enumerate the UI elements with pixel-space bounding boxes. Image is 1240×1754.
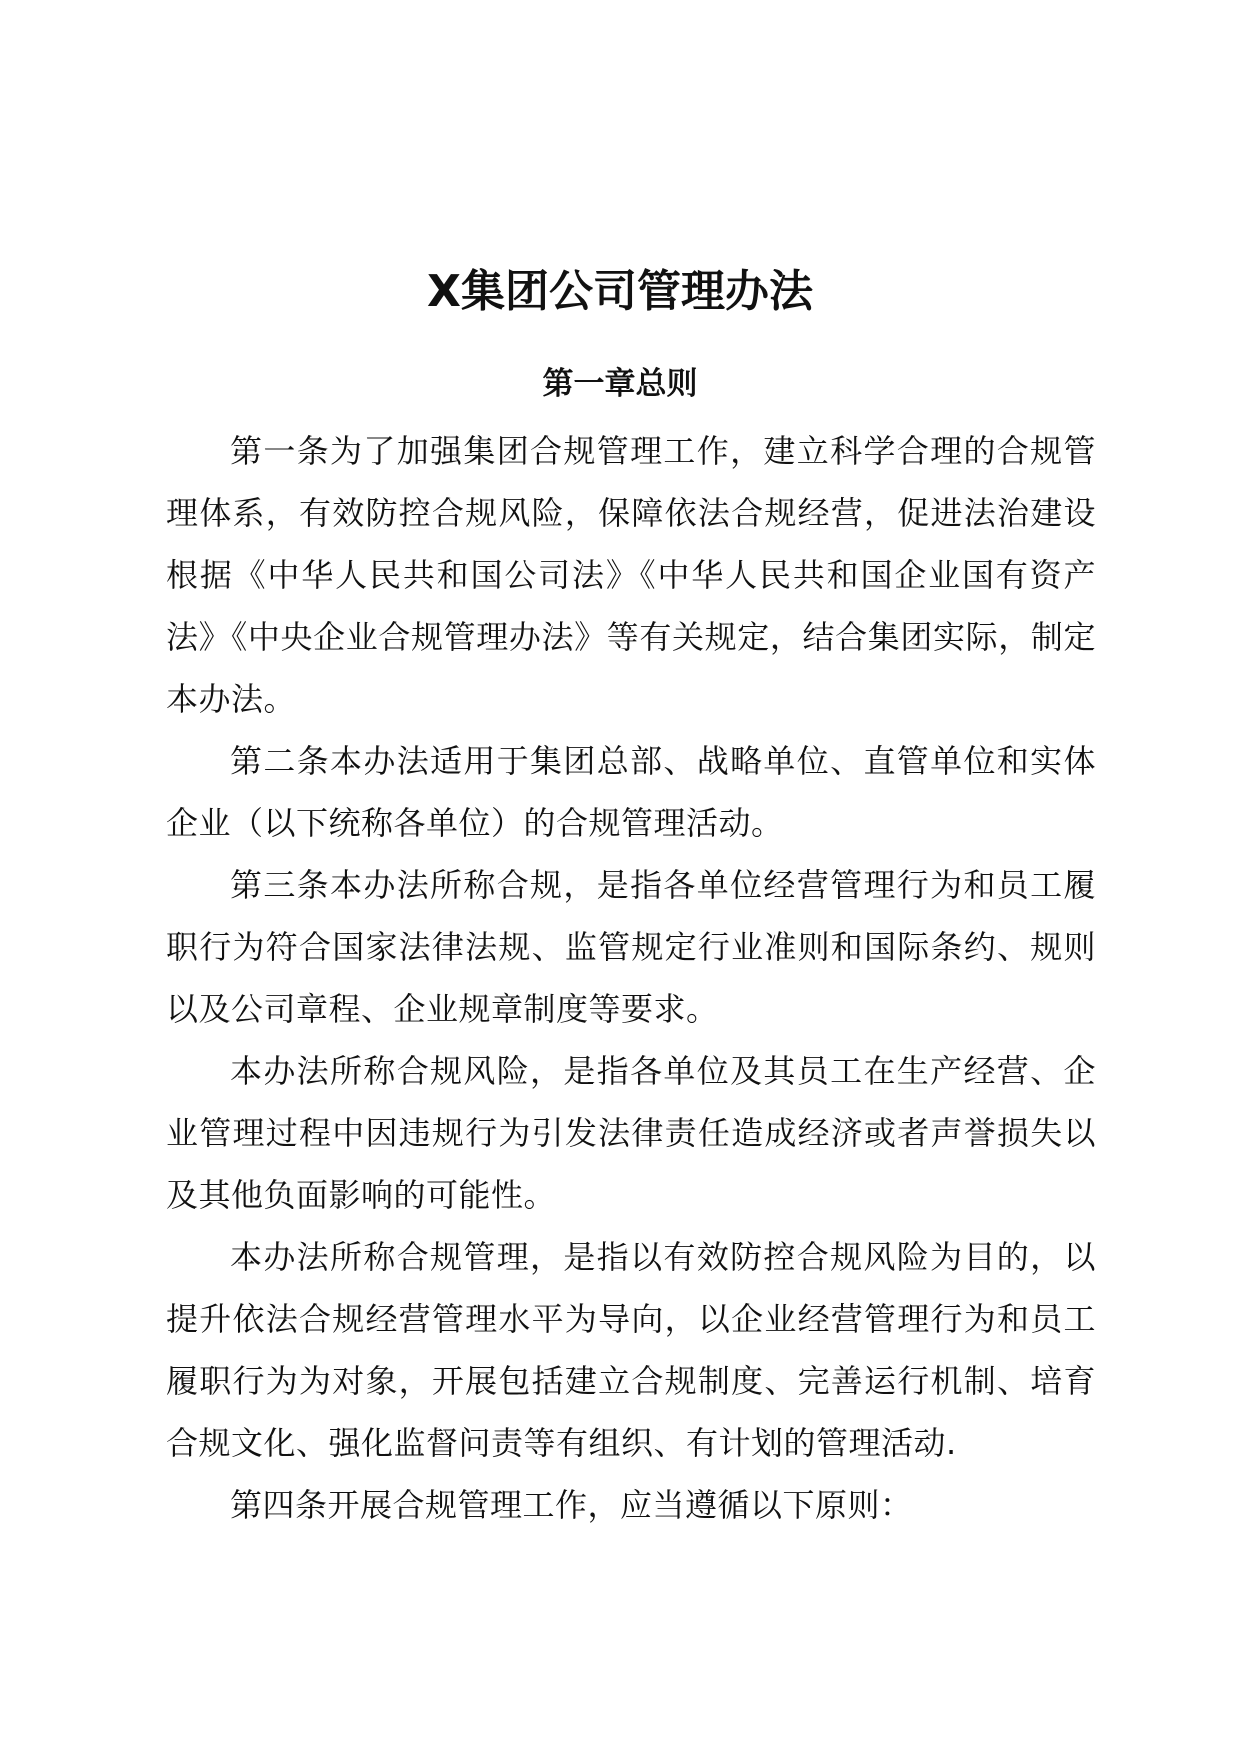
paragraph-article-1: 第一条为了加强集团合规管理工作，建立科学合理的合规管理体系，有效防控合规风险，保障依法合规经营，促进法治建设根据《中华人民共和国公司法》《中华人民共和国企业国有资产法》《中央企业合规管理办法》等有关规定，结合集团实际，制定本办法。 [166, 432, 1096, 718]
paragraph-compliance-management: 本办法所称合规管理，是指以有效防控合规风险为目的，以提升依法合规经营管理水平为导向，以企业经营管理行为和员工履职行为为对象，开展包括建立合规制度、完善运行机制、培育合规文化、强化监督问责等有组织、有计划的管理活动. [166, 1238, 1096, 1462]
paragraph-article-2: 第二条本办法适用于集团总部、战略单位、直管单位和实体企业（以下统称各单位）的合规管理活动。 [166, 742, 1096, 842]
chapter-heading: 第一章总则 [542, 366, 698, 402]
paragraph-article-4: 第四条开展合规管理工作，应当遵循以下原则： [230, 1486, 913, 1524]
document-title: X集团公司管理办法 [427, 266, 813, 317]
paragraph-compliance-risk: 本办法所称合规风险，是指各单位及其员工在生产经营、企业管理过程中因违规行为引发法律责任造成经济或者声誉损失以及其他负面影响的可能性。 [166, 1052, 1096, 1214]
paragraph-article-3: 第三条本办法所称合规，是指各单位经营管理行为和员工履职行为符合国家法律法规、监管规定行业准则和国际条约、规则以及公司章程、企业规章制度等要求。 [166, 866, 1096, 1028]
document-body [166, 420, 1096, 1536]
